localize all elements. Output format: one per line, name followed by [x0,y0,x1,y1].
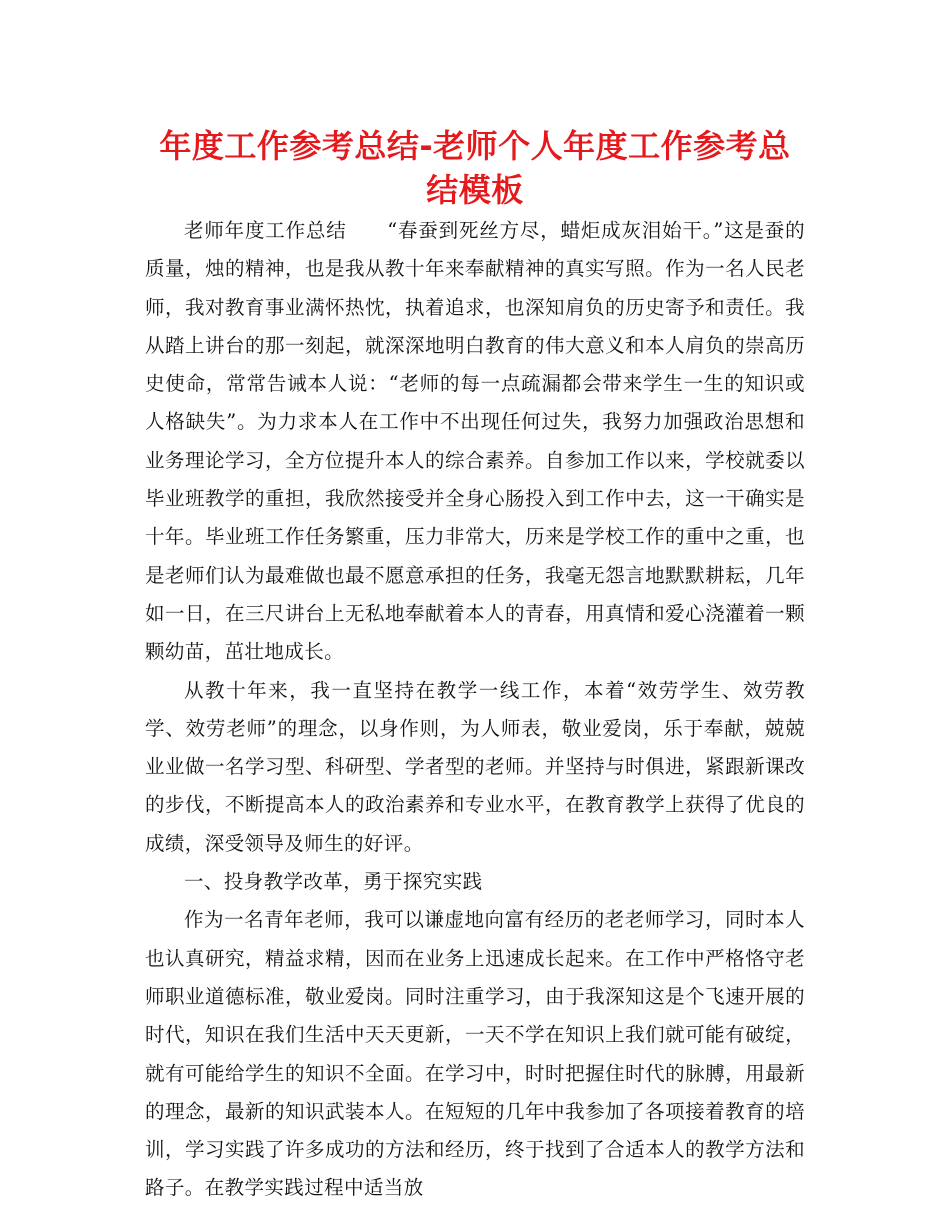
document-body [145,212,805,1208]
paragraph-intro: 老师年度工作总结 “春蚕到死丝方尽，蜡炬成灰泪始干。”这是蚕的质量，烛的精神，也是我从教十年来奉献精神的真实写照。作为一名人民老师，我对教育事业满怀热忱，执着追求，也深知肩负的历史寄予和责任。我从踏上讲台的那一刻起，就深深地明白教育的伟大意义和本人肩负的崇高历史使命，常常告诫本人说：“老师的每一点疏漏都会带来学生一生的知识或人格缺失”。为力求本人在工作中不出现任何过失，我努力加强政治思想和业务理论学习，全方位提升本人的综合素养。自参加工作以来，学校就委以毕业班教学的重担，我欣然接受并全身心肠投入到工作中去，这一干确实是十年。毕业班工作任务繁重，压力非常大，历来是学校工作的重中之重，也是老师们认为最难做也最不愿意承担的任务，我毫无怨言地默默耕耘，几年如一日，在三尺讲台上无私地奉献着本人的青春，用真情和爱心浇灌着一颗颗幼苗，茁壮地成长。 [145,219,805,664]
paragraph-teaching-years: 从教十年来，我一直坚持在教学一线工作，本着“效劳学生、效劳教学、效劳老师”的理念，以身作则，为人师表，敬业爱岗，乐于奉献，兢兢业业做一名学习型、科研型、学者型的老师。并坚持与时俱进，紧跟新课改的步伐，不断提高本人的政治素养和专业水平，在教育教学上获得了优良的成绩，深受领导及师生的好评。 [145,678,805,855]
document-title: 年度工作参考总结-老师个人年度工作参考总结模板 [159,127,791,209]
section-heading-1: 一、投身教学改革，勇于探究实践 [184,870,483,894]
paragraph-young-teacher: 作为一名青年老师，我可以谦虚地向富有经历的老老师学习，同时本人也认真研究，精益求精，因而在业务上迅速成长起来。在工作中严格恪守老师职业道德标准，敬业爱岗。同时注重学习，由于我深知这是个飞速开展的时代，知识在我们生活中天天更新，一天不学在知识上我们就可能有破绽，就有可能给学生的知识不全面。在学习中，时时把握住时代的脉膊，用最新的理念，最新的知识武装本人。在短短的几年中我参加了各项接着教育的培训，学习实践了许多成功的方法和经历，终于找到了合适本人的教学方法和路子。在教学实践过程中适当放 [145,908,805,1200]
